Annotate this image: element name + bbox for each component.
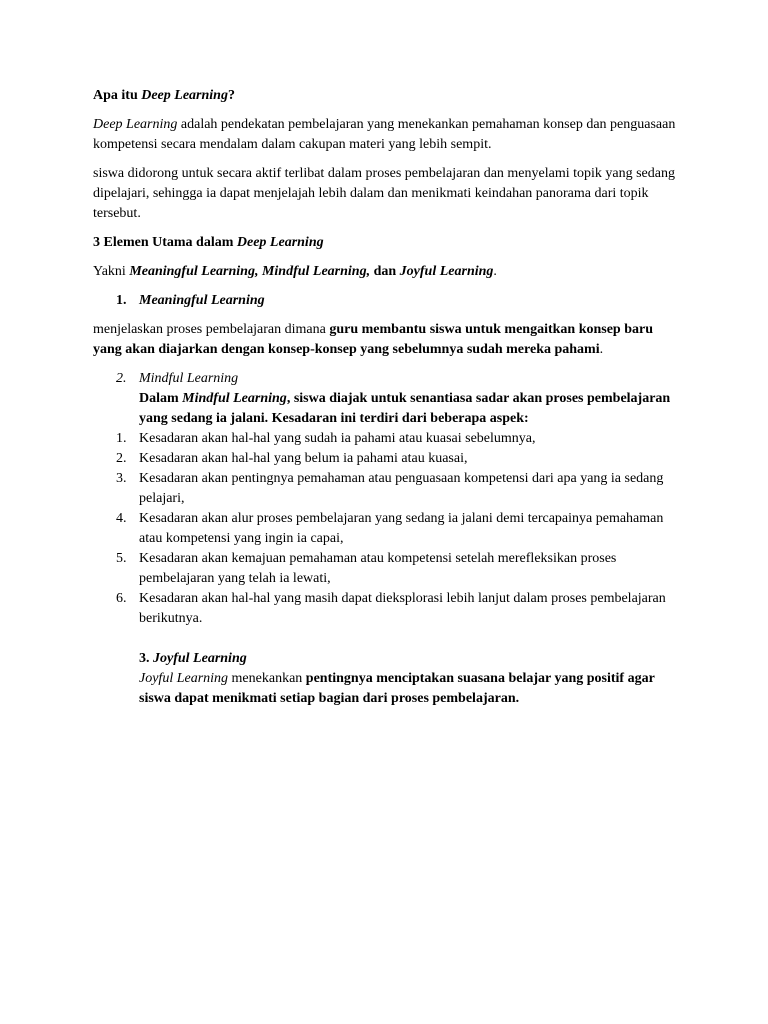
meaningful-heading: 1. Meaningful Learning: [116, 293, 265, 308]
joyful-title: Joyful Learning: [153, 651, 247, 666]
mindful-title: Mindful Learning: [139, 371, 239, 386]
definition-paragraph: Deep Learning adalah pendekatan pembelajaran yang menekankan pemahaman konsep dan penguasaan kompetensi secara mendalam dalam cakupan materi yang lebih sempit.: [93, 117, 676, 152]
yakni-items: Meaningful Learning, Mindful Learning,: [129, 264, 371, 279]
mindful-heading: 2. Mindful Learning: [116, 371, 239, 386]
list-item: 1. Kesadaran akan hal-hal yang sudah ia pahami atau kuasai sebelumnya,: [116, 431, 536, 446]
section-heading-elements: 3 Elemen Utama dalam Deep Learning: [93, 235, 324, 250]
joyful-heading: 3. Joyful Learning: [139, 651, 247, 666]
mindful-intro: Dalam Mindful Learning, siswa diajak untuk senantiasa sadar akan proses pembelajaran yang sedang ia jalani. Kesadaran ini terdiri dari beberapa aspek:: [139, 391, 671, 426]
joyful-desc-term: Joyful Learning: [139, 671, 229, 686]
document-content: [93, 86, 683, 709]
elements-heading-term: Deep Learning: [236, 235, 324, 250]
list-item: 4. Kesadaran akan alur proses pembelajaran yang sedang ia jalani demi tercapainya pemahaman atau kompetensi yang ingin ia capai,: [116, 511, 664, 546]
meaningful-title: Meaningful Learning: [139, 293, 265, 308]
mindful-aspects-list: [93, 429, 683, 629]
engagement-paragraph: siswa didorong untuk secara aktif terlibat dalam proses pembelajaran dan menyelami topik yang sedang dipelajari, sehingga ia dapat menjelajah lebih dalam dan menikmati keindahan panorama dari topik tersebut.: [93, 166, 675, 221]
mindful-intro-term: Mindful Learning: [182, 391, 287, 406]
meaningful-description: menjelaskan proses pembelajaran dimana guru membantu siswa untuk mengaitkan konsep baru yang akan diajarkan dengan konsep-konsep yang sebelumnya sudah mereka pahami.: [93, 322, 653, 357]
yakni-last: Joyful Learning: [399, 264, 494, 279]
heading-term: Deep Learning: [141, 88, 228, 103]
list-item: 2. Kesadaran akan hal-hal yang belum ia pahami atau kuasai,: [116, 451, 468, 466]
yakni-paragraph: Yakni Meaningful Learning, Mindful Learning, dan Joyful Learning.: [93, 264, 497, 279]
definition-term: Deep Learning: [93, 117, 178, 132]
section-heading-apa-itu: Apa itu Deep Learning?: [93, 88, 235, 103]
list-item: 6. Kesadaran akan hal-hal yang masih dapat dieksplorasi lebih lanjut dalam proses pembelajaran berikutnya.: [116, 591, 666, 626]
joyful-description: Joyful Learning menekankan pentingnya menciptakan suasana belajar yang positif agar siswa dapat menikmati setiap bagian dari proses pembelajaran.: [139, 671, 655, 706]
list-item: 3. Kesadaran akan pentingnya pemahaman atau penguasaan kompetensi dari apa yang ia sedang pelajari,: [116, 471, 664, 506]
list-item: 5. Kesadaran akan kemajuan pemahaman atau kompetensi setelah merefleksikan proses pembelajaran yang telah ia lewati,: [116, 551, 617, 586]
